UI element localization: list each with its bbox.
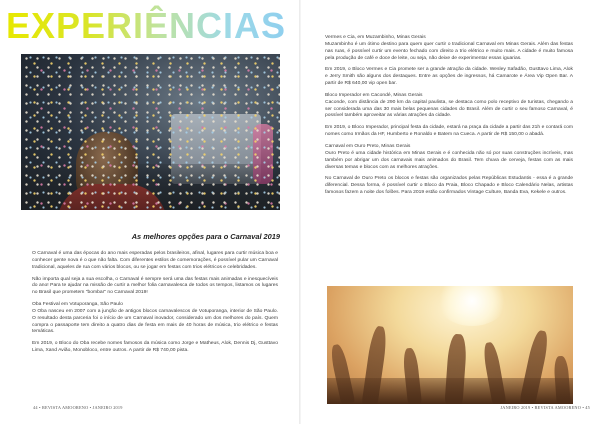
subheading: Carnaval em Ouro Preto, Minas Gerais xyxy=(325,143,411,149)
right-article-column xyxy=(325,35,573,202)
paragraph: Caconde, com distância de 290 km da capital paulista, se destaca como polo receptivo de turistas, chegando a ser considerada uma das 30 mais belas pequenas cidades do Brasil. Além de curtir o seu famoso Carnaval, é possível também aproveitar as várias atrações da cidade. xyxy=(325,99,573,119)
carnival-confetti-photo xyxy=(21,54,280,210)
left-article-column xyxy=(32,251,278,360)
paragraph: Em 2019, o Bloco do Oba recebe nomes famosos da música como Jorge e Matheus, Alok, Dennis Dj, Gusttavo Lima, Xand Avião, Monobloco, entre outros. A partir de R$ 740,00 pista. xyxy=(32,341,278,354)
paragraph: Muzambinho é um ótimo destino para quem quer curtir o tradicional Carnaval em Minas Gerais. Além das festas nas ruas, é possível curtir um evento fechado com direito a trio elétrico e muito mais. A cidade é muito famosa pela produção de café e doce de leite, ou seja, não deixe de experimentar essas iguarias. xyxy=(325,41,573,61)
paragraph: O Carnaval é uma das épocas do ano mais esperadas pelos brasileiros, afinal, lugares para curtir música boa e conhecer gente nova é o que não falta. Com diferentes estilos de comemorações, é possível pular um Carnaval tradicional, aqueles de rua com vários blocos, ou se jogar em festas com trios elétricos e celebridades. xyxy=(32,251,278,270)
section-title: EXPERIÊNCIAS xyxy=(6,5,287,46)
paragraph: Não importa qual seja a sua escolha, o Carnaval é sempre será uma das festas mais animadas e inesquecíveis do ano! Para te ajudar na missão de curtir a melhor folia carnavalesca de todos os tempos, listamos os lugares no Brasil que prometem "bombar" no Carnaval 2019! xyxy=(32,276,278,296)
footer-right: JANEIRO 2019 • REVISTA AMOORENO • 45 xyxy=(500,405,590,410)
paragraph: Em 2019, o Bloco Vermes e Cia promete ser a grande atração da cidade. Wesley Safadão, Gusttavo Lima, Alok e Jerry Smith são alguns dos destaques. Entre as opções de ingressos, há Camarote e Área Vip Open Bar. A partir de R$ 640,00 vip open bar. xyxy=(325,67,573,87)
photo-caption: As melhores opções para o Carnaval 2019 xyxy=(131,232,280,241)
crowd-hands-sunset-photo xyxy=(327,286,573,404)
subheading: Vermes e Cia, em Muzambinho, Minas Gerais xyxy=(325,35,426,40)
footer-left: 44 • REVISTA AMOORENO • JANEIRO 2019 xyxy=(33,405,123,410)
paragraph: O Oba nasceu em 2007 com a junção de antigos blocos carnavalescos de Votuporanga, interior de São Paulo. O resultado desta parceria foi o início de um Carnaval inovador, considerado um dos melhores do país. Quem compra o passaporte tem direito a quatro dias de festa em mais de 40 horas de música, trio elétrico e festas temáticas. xyxy=(32,308,278,335)
paragraph: Em 2019, o Bloco Imperador, principal festa da cidade, estará na praça da cidade a partir das 21h e contará com nomes como Irmãos da HF, Humberto e Ronaldo e Batem na Cueca. A partir de R$ 150,00 o abadá. xyxy=(325,125,573,138)
page-gutter xyxy=(299,0,301,424)
paragraph: Ouro Preto é uma cidade histórica em Minas Gerais e é conhecida não só por suas construções incríveis, mas também por abrigar um dos carnavais mais animados do Brasil. Tem chuva de cerveja, festas com as mais diversas temas e blocos com as melhores atrações. xyxy=(325,150,573,170)
paragraph: No Carnaval de Ouro Preto os blocos e festas são organizados pelas Repúblicas Estudantis - essa é a grande diferencial. Dessa forma, é possível curtir o Bloco da Praia, Bloco Chapado e Bloco Calendário Nelas, artistas famosos fazem a noite dos folões. Para 2019 estão confirmados Vintage Culture, Banda Eva, Kekele e outros. xyxy=(325,176,573,196)
subheading: Oba Festival em Votuporanga, São Paulo xyxy=(32,302,123,308)
subheading: Bloco Imperador em Cacondé, Minas Gerais xyxy=(325,92,423,98)
